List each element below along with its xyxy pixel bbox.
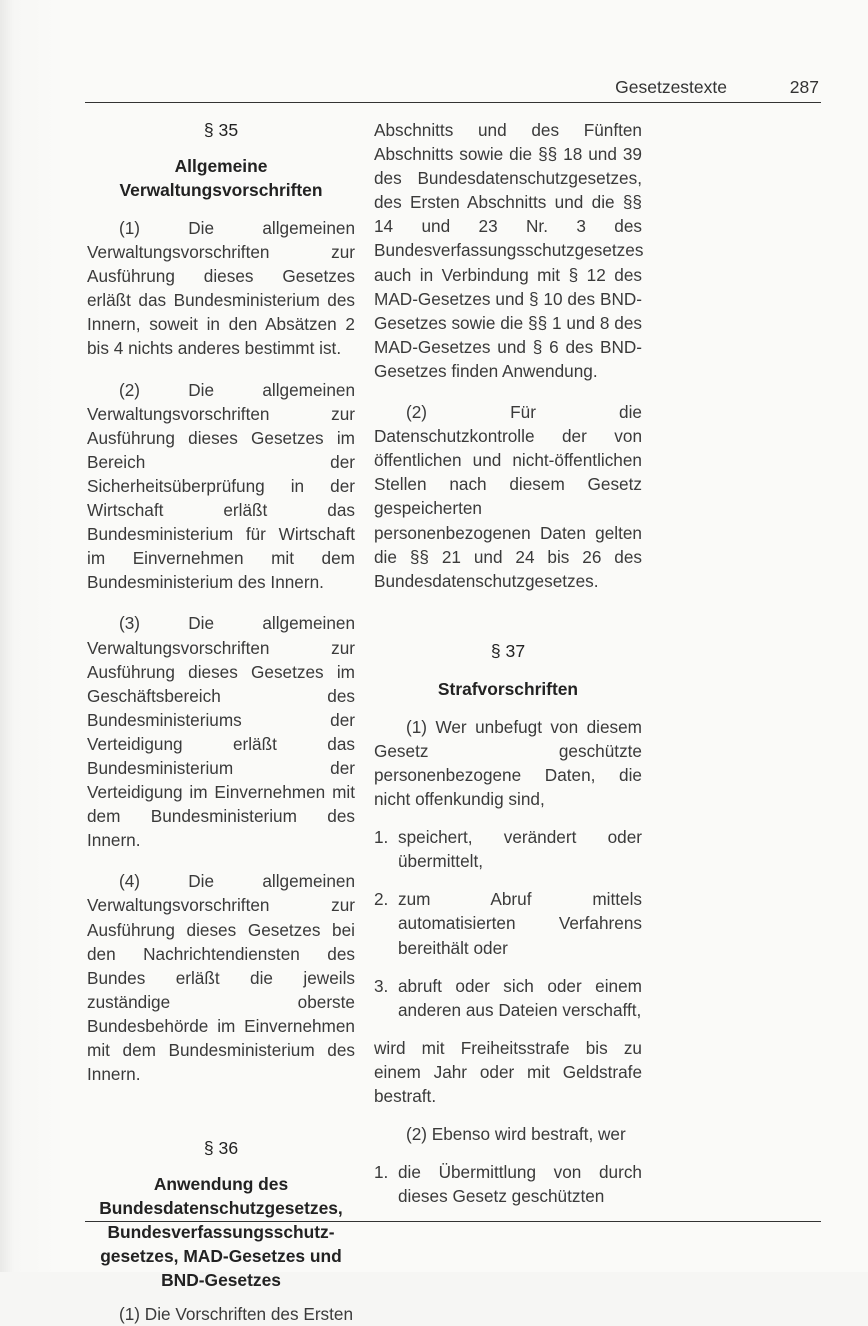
section-36-title-line-4: gesetzes, MAD-Gesetzes und xyxy=(100,1246,342,1267)
section-36-title-line-2: Bundesdatenschutzgesetzes, xyxy=(99,1198,343,1219)
section-35-paragraph-2: (2) Die allgemeinen Verwaltungsvorschriften zur Ausführung dieses Gesetzes im Bereich der Sicherheitsüberprüfung in der Wirtschaft erläßt das Bundesministerium für Wirtschaft im Einvernehmen mit dem Bundesministerium des Innern. xyxy=(87,379,355,593)
section-35-title xyxy=(87,154,355,202)
section-37-list-1 xyxy=(374,825,642,1022)
running-title: Gesetzestexte xyxy=(615,77,727,97)
section-37-paragraph-2: (2) Ebenso wird bestraft, wer xyxy=(406,1124,626,1145)
section-36-title xyxy=(87,1172,355,1292)
section-35-number: § 35 xyxy=(203,120,239,140)
section-36-title-line-1: Anwendung des xyxy=(153,1174,289,1195)
section-35-paragraph-4: (4) Die allgemeinen Verwaltungsvorschriften zur Ausführung dieses Gesetzes bei den Nachrichtendiensten des Bundes erläßt die jeweils zuständige oberste Bundesbehörde im Einvernehmen mit dem Bundesministerium des Innern. xyxy=(87,871,355,1085)
list-item-number: 2. xyxy=(374,889,389,910)
list-item xyxy=(374,825,642,873)
section-37-list-2 xyxy=(374,1160,642,1208)
list-item xyxy=(374,974,642,1022)
right-column xyxy=(374,118,642,1222)
list-item-text: zum Abruf mittels automatisierten Verfahrens bereithält oder xyxy=(398,889,642,958)
list-item-number: 3. xyxy=(374,975,389,996)
list-item xyxy=(374,1160,642,1208)
page-number: 287 xyxy=(789,77,819,97)
footer-rule xyxy=(85,1221,821,1222)
section-37-number: § 37 xyxy=(490,640,526,661)
section-36-number: § 36 xyxy=(203,1138,239,1159)
list-item-number: 1. xyxy=(374,1162,389,1183)
list-item-text: abruft oder sich oder einem anderen aus Dateien verschafft, xyxy=(398,975,642,1020)
section-35-title-line-1: Allgemeine xyxy=(174,156,268,176)
section-37-title: Strafvorschriften xyxy=(437,678,579,699)
list-item-text: die Übermittlung von durch dieses Gesetz geschützten xyxy=(398,1162,642,1207)
list-item xyxy=(374,887,642,959)
section-35-paragraph-1: (1) Die allgemeinen Verwaltungsvorschriften zur Ausführung dieses Gesetzes erläßt das Bundesministerium des Innern, soweit in den Absätzen 2 bis 4 nichts anderes bestimmt ist. xyxy=(87,218,355,359)
section-36-paragraph-2: (2) Für die Datenschutzkontrolle der von öffentlichen und nicht-öffentlichen Stellen nach diesem Gesetz gespeicherten personenbezogenen Daten gelten die §§ 21 und 24 bis 26 des Bundesdatenschutzgesetzes. xyxy=(374,402,642,591)
section-35-paragraph-3: (3) Die allgemeinen Verwaltungsvorschriften zur Ausführung dieses Gesetzes im Geschäftsbereich des Bundesministeriums der Verteidigung erläßt das Bundesministerium der Verteidigung im Einvernehmen mit dem Bundesministerium des Innern. xyxy=(87,613,355,851)
section-36-title-line-3: Bundesverfassungsschutz- xyxy=(107,1222,335,1243)
list-item-text: speichert, verändert oder übermittelt, xyxy=(398,827,642,872)
left-column xyxy=(87,118,355,1326)
section-35-title-line-2: Verwaltungsvorschriften xyxy=(119,180,323,200)
list-item-number: 1. xyxy=(374,827,389,848)
section-37-paragraph-1: (1) Wer unbefugt von diesem Gesetz geschützte personenbezogene Daten, die nicht offenkundig sind, xyxy=(374,716,642,810)
section-36-paragraph-1-start: (1) Die Vorschriften des Ersten xyxy=(119,1304,354,1325)
section-36-title-line-5: BND-Gesetzes xyxy=(161,1270,281,1291)
section-37-paragraph-1-end: wird mit Freiheitsstrafe bis zu einem Jahr oder mit Geldstrafe bestraft. xyxy=(374,1037,642,1106)
page-header xyxy=(85,74,821,103)
section-36-paragraph-1-continued: Abschnitts und des Fünften Abschnitts sowie die §§ 18 und 39 des Bundesdatenschutzgesetzes, des Ersten Abschnitts und die §§ 14 und 23 Nr. 3 des Bundesverfassungsschutzgesetzes auch in Verbindung mit § 12 des MAD-Gesetzes und § 10 des BND-Gesetzes sowie die §§ 1 und 8 des MAD-Gesetzes und § 6 des BND-Gesetzes finden Anwendung. xyxy=(374,120,644,381)
